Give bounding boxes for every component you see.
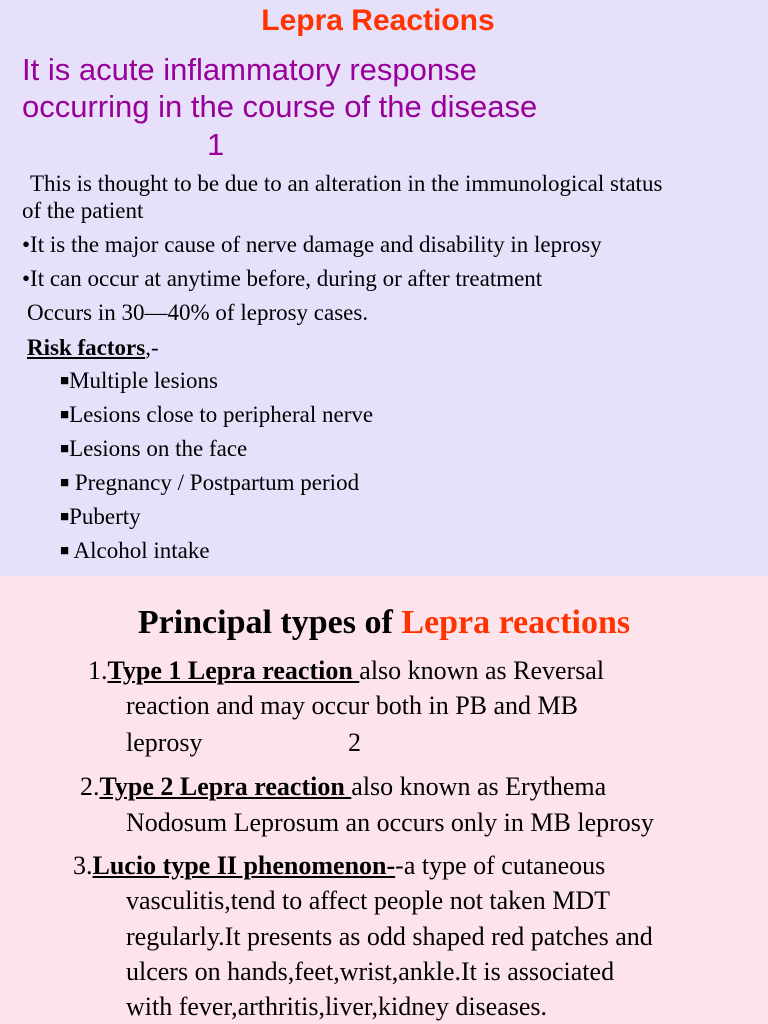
risk-factor-item: ■ Pregnancy / Postpartum period — [60, 470, 360, 495]
type-1-reaction-line-2: reaction and may occur both in PB and MB — [126, 691, 579, 720]
risk-factors-label: Risk factors — [27, 335, 146, 360]
risk-factor-item: ■Puberty — [60, 504, 141, 529]
cause-line-1: This is thought to be due to an alteration in the immunological status — [30, 171, 663, 196]
risk-factor-item: ■ Alcohol intake — [60, 538, 210, 563]
bullet-occurrence-time: •It can occur at anytime before, during or after treatment — [22, 266, 543, 291]
lucio-phenomenon-line-3: regularly.It presents as odd shaped red patches and — [126, 922, 653, 951]
risk-factor-item: ■Lesions close to peripheral nerve — [60, 402, 374, 427]
type-1-reaction-line-3: leprosy — [126, 728, 203, 757]
type-2-reaction-line-1: 2.Type 2 Lepra reaction also known as Erythema — [80, 772, 607, 801]
slide-number: 1 — [207, 127, 225, 162]
lucio-phenomenon-line-5: with fever,arthritis,liver,kidney diseases. — [126, 992, 548, 1021]
slide-title: Principal types of Lepra reactions — [137, 604, 631, 641]
lucio-phenomenon-line-4: ulcers on hands,feet,wrist,ankle.It is associated — [126, 957, 615, 986]
slide-title: Lepra Reactions — [261, 4, 495, 37]
type-2-reaction-line-2: Nodosum Leprosum an occurs only in MB leprosy — [126, 808, 654, 837]
bullet-nerve-damage: •It is the major cause of nerve damage and disability in leprosy — [22, 232, 602, 257]
definition-line-2: occurring in the course of the disease — [22, 89, 538, 124]
lucio-phenomenon-line-2: vasculitis,tend to affect people not taken MDT — [126, 886, 610, 915]
slide-principal-types — [0, 576, 768, 1024]
definition-line-1: It is acute inflammatory response — [22, 52, 477, 87]
cause-line-2: of the patient — [22, 198, 144, 223]
risk-factors-suffix: ,- — [145, 335, 159, 360]
occurrence-rate: Occurs in 30—40% of leprosy cases. — [27, 300, 369, 325]
type-1-reaction-line-1: 1.Type 1 Lepra reaction also known as Reversal — [88, 656, 605, 685]
risk-factor-item: ■Lesions on the face — [60, 436, 248, 461]
risk-factors-heading — [27, 335, 159, 361]
lucio-phenomenon-line-1: 3.Lucio type II phenomenon--a type of cutaneous — [73, 851, 606, 880]
risk-factor-item: ■Multiple lesions — [60, 368, 218, 393]
slide-number: 2 — [348, 728, 361, 757]
